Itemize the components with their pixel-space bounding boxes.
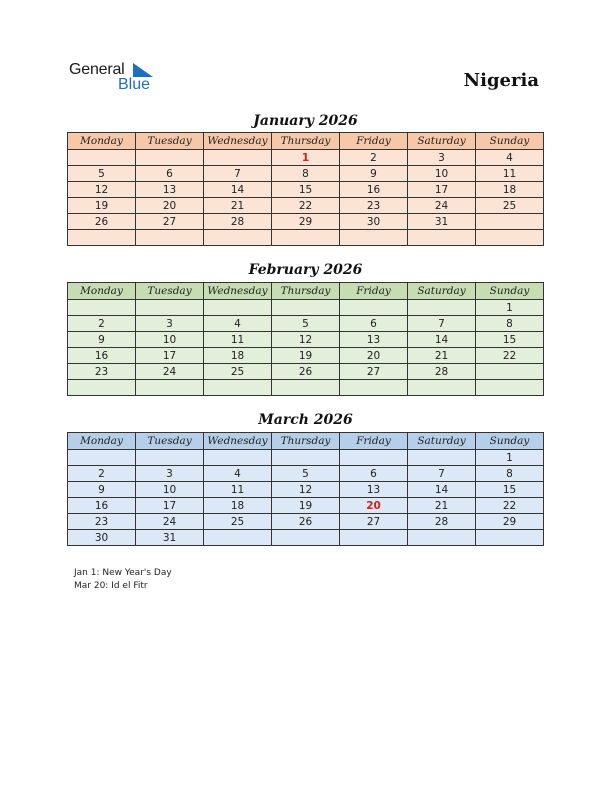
day-cell: 16 (340, 182, 408, 198)
day-cell: 5 (272, 316, 340, 332)
holiday-note: Jan 1: New Year's Day (74, 568, 172, 578)
day-cell (408, 230, 476, 246)
day-cell: 6 (136, 166, 204, 182)
day-cell (408, 380, 476, 396)
weekday-header: Saturday (408, 433, 476, 450)
calendar-body (68, 450, 544, 546)
day-cell: 15 (272, 182, 340, 198)
day-cell: 3 (136, 466, 204, 482)
day-cell: 15 (476, 482, 544, 498)
weekday-header: Thursday (272, 133, 340, 150)
day-cell: 14 (408, 332, 476, 348)
day-cell: 11 (204, 482, 272, 498)
weekday-header: Tuesday (136, 433, 204, 450)
day-cell: 30 (68, 530, 136, 546)
day-cell: 19 (68, 198, 136, 214)
weekday-header: Saturday (408, 283, 476, 300)
day-cell: 23 (340, 198, 408, 214)
week-row (68, 150, 544, 166)
day-cell: 24 (136, 514, 204, 530)
week-row (68, 182, 544, 198)
day-cell: 26 (272, 514, 340, 530)
day-cell (408, 530, 476, 546)
day-cell (340, 530, 408, 546)
day-cell: 28 (204, 214, 272, 230)
weekday-header: Sunday (476, 433, 544, 450)
weekday-header: Sunday (476, 283, 544, 300)
day-cell (340, 300, 408, 316)
day-cell: 27 (136, 214, 204, 230)
day-cell: 5 (272, 466, 340, 482)
day-cell: 11 (476, 166, 544, 182)
day-cell (68, 230, 136, 246)
day-cell: 25 (204, 364, 272, 380)
day-cell: 21 (408, 498, 476, 514)
week-row (68, 316, 544, 332)
day-cell (476, 230, 544, 246)
day-cell: 2 (340, 150, 408, 166)
day-cell: 12 (272, 332, 340, 348)
day-cell (272, 530, 340, 546)
week-row (68, 514, 544, 530)
day-cell (136, 450, 204, 466)
day-cell (68, 300, 136, 316)
day-cell: 13 (340, 482, 408, 498)
week-row (68, 380, 544, 396)
day-cell: 20 (340, 348, 408, 364)
day-cell: 6 (340, 466, 408, 482)
logo-triangle-icon (133, 63, 153, 77)
day-cell: 17 (136, 498, 204, 514)
day-cell: 8 (476, 316, 544, 332)
calendar-january (67, 132, 544, 246)
day-cell: 25 (476, 198, 544, 214)
day-cell: 3 (408, 150, 476, 166)
day-cell: 29 (272, 214, 340, 230)
calendar-march (67, 432, 544, 546)
calendar-body (68, 150, 544, 246)
day-cell: 20 (340, 498, 408, 514)
day-cell: 26 (68, 214, 136, 230)
week-row (68, 300, 544, 316)
day-cell: 23 (68, 364, 136, 380)
day-cell: 29 (476, 514, 544, 530)
weekday-header: Monday (68, 133, 136, 150)
day-cell (408, 450, 476, 466)
day-cell (272, 450, 340, 466)
day-cell (204, 230, 272, 246)
month-title-march: March 2026 (258, 412, 353, 428)
holiday-note: Mar 20: Id el Fitr (74, 581, 148, 591)
day-cell: 16 (68, 348, 136, 364)
day-cell: 1 (476, 300, 544, 316)
day-cell: 19 (272, 498, 340, 514)
day-cell (408, 300, 476, 316)
day-cell (68, 380, 136, 396)
general-blue-logo (69, 61, 159, 95)
week-row (68, 166, 544, 182)
day-cell (272, 380, 340, 396)
day-cell: 6 (340, 316, 408, 332)
day-cell (136, 300, 204, 316)
day-cell: 26 (272, 364, 340, 380)
weekday-header: Thursday (272, 283, 340, 300)
week-row (68, 214, 544, 230)
day-cell: 16 (68, 498, 136, 514)
day-cell (272, 300, 340, 316)
day-cell: 9 (68, 332, 136, 348)
day-cell: 1 (476, 450, 544, 466)
weekday-header: Monday (68, 433, 136, 450)
day-cell: 2 (68, 316, 136, 332)
day-cell: 30 (340, 214, 408, 230)
weekday-header: Friday (340, 283, 408, 300)
day-cell (340, 230, 408, 246)
day-cell: 9 (68, 482, 136, 498)
week-row (68, 498, 544, 514)
weekday-header: Friday (340, 433, 408, 450)
weekday-header: Wednesday (204, 133, 272, 150)
day-cell (136, 380, 204, 396)
day-cell: 5 (68, 166, 136, 182)
week-row (68, 450, 544, 466)
day-cell: 31 (136, 530, 204, 546)
day-cell: 27 (340, 514, 408, 530)
week-row (68, 332, 544, 348)
day-cell: 12 (272, 482, 340, 498)
day-cell (204, 450, 272, 466)
day-cell: 10 (408, 166, 476, 182)
day-cell: 25 (204, 514, 272, 530)
day-cell: 1 (272, 150, 340, 166)
calendar-body (68, 300, 544, 396)
day-cell: 9 (340, 166, 408, 182)
day-cell: 18 (476, 182, 544, 198)
day-cell: 3 (136, 316, 204, 332)
day-cell: 11 (204, 332, 272, 348)
day-cell: 4 (476, 150, 544, 166)
day-cell: 19 (272, 348, 340, 364)
week-row (68, 364, 544, 380)
day-cell: 21 (204, 198, 272, 214)
day-cell (68, 150, 136, 166)
holiday-notes (74, 567, 172, 593)
day-cell: 31 (408, 214, 476, 230)
day-cell: 13 (340, 332, 408, 348)
day-cell: 10 (136, 482, 204, 498)
week-row (68, 230, 544, 246)
weekday-header: Wednesday (204, 433, 272, 450)
month-title-february: February 2026 (248, 262, 363, 278)
day-cell: 14 (408, 482, 476, 498)
day-cell: 7 (204, 166, 272, 182)
day-cell: 21 (408, 348, 476, 364)
weekday-header: Monday (68, 283, 136, 300)
day-cell (476, 214, 544, 230)
logo-text-general: General (69, 61, 125, 78)
day-cell (136, 150, 204, 166)
calendar-february (67, 282, 544, 396)
day-cell: 23 (68, 514, 136, 530)
day-cell (204, 380, 272, 396)
weekday-header: Sunday (476, 133, 544, 150)
week-row (68, 530, 544, 546)
day-cell: 14 (204, 182, 272, 198)
weekday-header: Tuesday (136, 283, 204, 300)
day-cell (476, 530, 544, 546)
day-cell: 4 (204, 466, 272, 482)
day-cell: 24 (136, 364, 204, 380)
day-cell (204, 300, 272, 316)
day-cell (68, 450, 136, 466)
day-cell (204, 530, 272, 546)
day-cell: 8 (272, 166, 340, 182)
day-cell: 7 (408, 466, 476, 482)
day-cell (272, 230, 340, 246)
day-cell: 20 (136, 198, 204, 214)
day-cell: 28 (408, 364, 476, 380)
day-cell: 12 (68, 182, 136, 198)
day-cell (340, 380, 408, 396)
logo-text-blue: Blue (118, 76, 151, 93)
day-cell: 4 (204, 316, 272, 332)
day-cell: 15 (476, 332, 544, 348)
weekday-header: Tuesday (136, 133, 204, 150)
day-cell (136, 230, 204, 246)
day-cell: 24 (408, 198, 476, 214)
day-cell (476, 380, 544, 396)
week-row (68, 482, 544, 498)
day-cell: 7 (408, 316, 476, 332)
day-cell: 17 (408, 182, 476, 198)
weekday-header: Friday (340, 133, 408, 150)
day-cell: 27 (340, 364, 408, 380)
day-cell (204, 150, 272, 166)
week-row (68, 348, 544, 364)
day-cell: 18 (204, 348, 272, 364)
day-cell: 17 (136, 348, 204, 364)
day-cell: 13 (136, 182, 204, 198)
weekday-header: Thursday (272, 433, 340, 450)
day-cell: 18 (204, 498, 272, 514)
day-cell: 22 (476, 348, 544, 364)
day-cell: 22 (476, 498, 544, 514)
month-title-january: January 2026 (253, 113, 358, 129)
day-cell: 28 (408, 514, 476, 530)
day-cell: 8 (476, 466, 544, 482)
day-cell: 22 (272, 198, 340, 214)
day-cell (340, 450, 408, 466)
day-cell: 10 (136, 332, 204, 348)
day-cell: 2 (68, 466, 136, 482)
country-title: Nigeria (463, 70, 539, 91)
week-row (68, 466, 544, 482)
weekday-header: Saturday (408, 133, 476, 150)
weekday-header: Wednesday (204, 283, 272, 300)
week-row (68, 198, 544, 214)
day-cell (476, 364, 544, 380)
